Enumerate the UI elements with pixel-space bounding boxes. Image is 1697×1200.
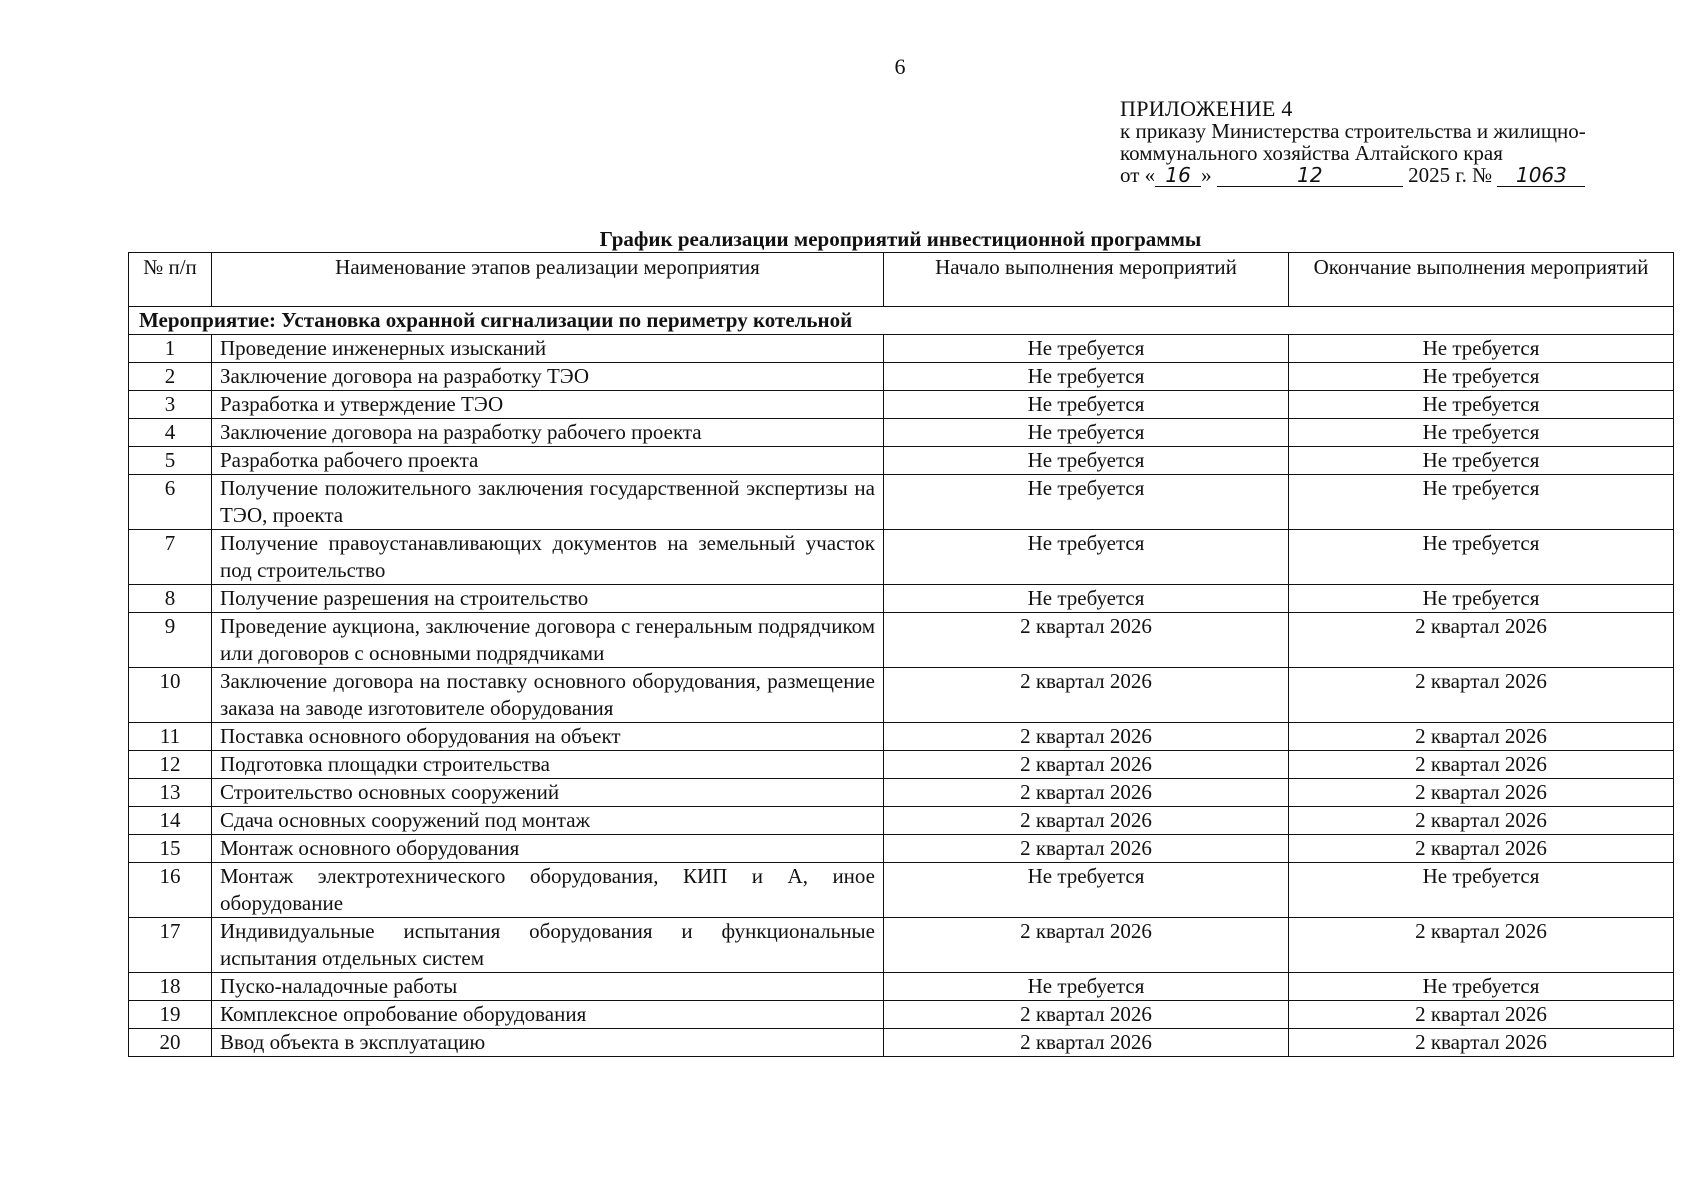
row-number: 11 — [129, 723, 212, 751]
order-year: 2025 г. № — [1408, 163, 1493, 187]
schedule-table — [128, 252, 1674, 1057]
start-date: Не требуется — [884, 530, 1289, 585]
end-date: 2 квартал 2026 — [1289, 918, 1674, 973]
stage-name: Пуско-наладочные работы — [212, 973, 884, 1001]
stage-name: Проведение инженерных изысканий — [212, 335, 884, 363]
start-date: 2 квартал 2026 — [884, 723, 1289, 751]
row-number: 1 — [129, 335, 212, 363]
end-date: 2 квартал 2026 — [1289, 723, 1674, 751]
stage-name: Строительство основных сооружений — [212, 779, 884, 807]
table-row — [129, 1001, 1674, 1029]
header-end: Окончание выполнения мероприятий — [1289, 253, 1674, 307]
row-number: 20 — [129, 1029, 212, 1057]
end-date: 2 квартал 2026 — [1289, 1029, 1674, 1057]
row-number: 7 — [129, 530, 212, 585]
table-row — [129, 973, 1674, 1001]
start-date: Не требуется — [884, 475, 1289, 530]
end-date: Не требуется — [1289, 363, 1674, 391]
start-date: Не требуется — [884, 335, 1289, 363]
row-number: 16 — [129, 863, 212, 918]
start-date: Не требуется — [884, 447, 1289, 475]
stage-name: Разработка рабочего проекта — [212, 447, 884, 475]
row-number: 6 — [129, 475, 212, 530]
start-date: 2 квартал 2026 — [884, 751, 1289, 779]
end-date: Не требуется — [1289, 447, 1674, 475]
row-number: 12 — [129, 751, 212, 779]
row-number: 4 — [129, 419, 212, 447]
start-date: 2 квартал 2026 — [884, 779, 1289, 807]
start-date: Не требуется — [884, 973, 1289, 1001]
appendix-line-2: коммунального хозяйства Алтайского края — [1120, 141, 1503, 165]
row-number: 13 — [129, 779, 212, 807]
table-row — [129, 779, 1674, 807]
table-row — [129, 668, 1674, 723]
end-date: 2 квартал 2026 — [1289, 668, 1674, 723]
date-prefix: от « — [1120, 163, 1156, 187]
end-date: Не требуется — [1289, 475, 1674, 530]
row-number: 17 — [129, 918, 212, 973]
table-row — [129, 723, 1674, 751]
table-row — [129, 1029, 1674, 1057]
start-date: Не требуется — [884, 363, 1289, 391]
stage-name: Индивидуальные испытания оборудования и функциональные испытания отдельных систем — [212, 918, 884, 973]
row-number: 15 — [129, 835, 212, 863]
start-date: 2 квартал 2026 — [884, 668, 1289, 723]
stage-name: Комплексное опробование оборудования — [212, 1001, 884, 1029]
table-row — [129, 475, 1674, 530]
row-number: 9 — [129, 613, 212, 668]
start-date: 2 квартал 2026 — [884, 1029, 1289, 1057]
row-number: 10 — [129, 668, 212, 723]
start-date: 2 квартал 2026 — [884, 1001, 1289, 1029]
stage-name: Заключение договора на поставку основного оборудования, размещение заказа на заводе изготовителе оборудования — [212, 668, 884, 723]
start-date: Не требуется — [884, 391, 1289, 419]
order-number: 1063 — [1497, 166, 1585, 187]
header-start: Начало выполнения мероприятий — [884, 253, 1289, 307]
row-number: 14 — [129, 807, 212, 835]
appendix-line-1: к приказу Министерства строительства и жилищно- — [1120, 119, 1586, 143]
table-row — [129, 530, 1674, 585]
start-date: Не требуется — [884, 863, 1289, 918]
stage-name: Получение правоустанавливающих документов на земельный участок под строительство — [212, 530, 884, 585]
stage-name: Поставка основного оборудования на объект — [212, 723, 884, 751]
header-num: № п/п — [129, 253, 212, 307]
end-date: Не требуется — [1289, 585, 1674, 613]
start-date: 2 квартал 2026 — [884, 807, 1289, 835]
row-number: 5 — [129, 447, 212, 475]
table-row — [129, 918, 1674, 973]
end-date: 2 квартал 2026 — [1289, 751, 1674, 779]
row-number: 3 — [129, 391, 212, 419]
end-date: Не требуется — [1289, 973, 1674, 1001]
stage-name: Проведение аукциона, заключение договора с генеральным подрядчиком или договоров с основными подрядчиками — [212, 613, 884, 668]
end-date: 2 квартал 2026 — [1289, 779, 1674, 807]
table-row — [129, 835, 1674, 863]
section-row — [129, 307, 1674, 335]
end-date: Не требуется — [1289, 419, 1674, 447]
table-row — [129, 863, 1674, 918]
end-date: 2 квартал 2026 — [1289, 807, 1674, 835]
end-date: Не требуется — [1289, 530, 1674, 585]
start-date: Не требуется — [884, 585, 1289, 613]
start-date: 2 квартал 2026 — [884, 613, 1289, 668]
end-date: 2 квартал 2026 — [1289, 835, 1674, 863]
end-date: Не требуется — [1289, 863, 1674, 918]
end-date: 2 квартал 2026 — [1289, 613, 1674, 668]
end-date: 2 квартал 2026 — [1289, 1001, 1674, 1029]
page-number: 6 — [894, 54, 906, 79]
stage-name: Подготовка площадки строительства — [212, 751, 884, 779]
appendix-title: ПРИЛОЖЕНИЕ 4 — [1120, 96, 1293, 121]
table-row — [129, 391, 1674, 419]
table-header-row — [129, 253, 1674, 307]
row-number: 18 — [129, 973, 212, 1001]
table-row — [129, 807, 1674, 835]
table-row — [129, 419, 1674, 447]
appendix-block — [1120, 98, 1680, 187]
stage-name: Разработка и утверждение ТЭО — [212, 391, 884, 419]
stage-name: Сдача основных сооружений под монтаж — [212, 807, 884, 835]
table-row — [129, 585, 1674, 613]
table-row — [129, 613, 1674, 668]
stage-name: Получение положительного заключения государственной экспертизы на ТЭО, проекта — [212, 475, 884, 530]
start-date: Не требуется — [884, 419, 1289, 447]
section-title: Мероприятие: Установка охранной сигнализации по периметру котельной — [129, 307, 1674, 335]
order-month: 12 — [1217, 166, 1403, 187]
start-date: 2 квартал 2026 — [884, 918, 1289, 973]
start-date: 2 квартал 2026 — [884, 835, 1289, 863]
row-number: 2 — [129, 363, 212, 391]
stage-name: Монтаж электротехнического оборудования, КИП и А, иное оборудование — [212, 863, 884, 918]
end-date: Не требуется — [1289, 391, 1674, 419]
table-row — [129, 751, 1674, 779]
table-row — [129, 363, 1674, 391]
stage-name: Заключение договора на разработку рабочего проекта — [212, 419, 884, 447]
order-date-line — [1120, 164, 1680, 187]
date-quote-close: » — [1201, 163, 1212, 187]
stage-name: Ввод объекта в эксплуатацию — [212, 1029, 884, 1057]
stage-name: Получение разрешения на строительство — [212, 585, 884, 613]
header-name: Наименование этапов реализации мероприятия — [212, 253, 884, 307]
stage-name: Монтаж основного оборудования — [212, 835, 884, 863]
row-number: 19 — [129, 1001, 212, 1029]
stage-name: Заключение договора на разработку ТЭО — [212, 363, 884, 391]
table-row — [129, 335, 1674, 363]
end-date: Не требуется — [1289, 335, 1674, 363]
order-day: 16 — [1155, 166, 1201, 187]
row-number: 8 — [129, 585, 212, 613]
document-title: График реализации мероприятий инвестиционной программы — [599, 227, 1202, 251]
table-row — [129, 447, 1674, 475]
